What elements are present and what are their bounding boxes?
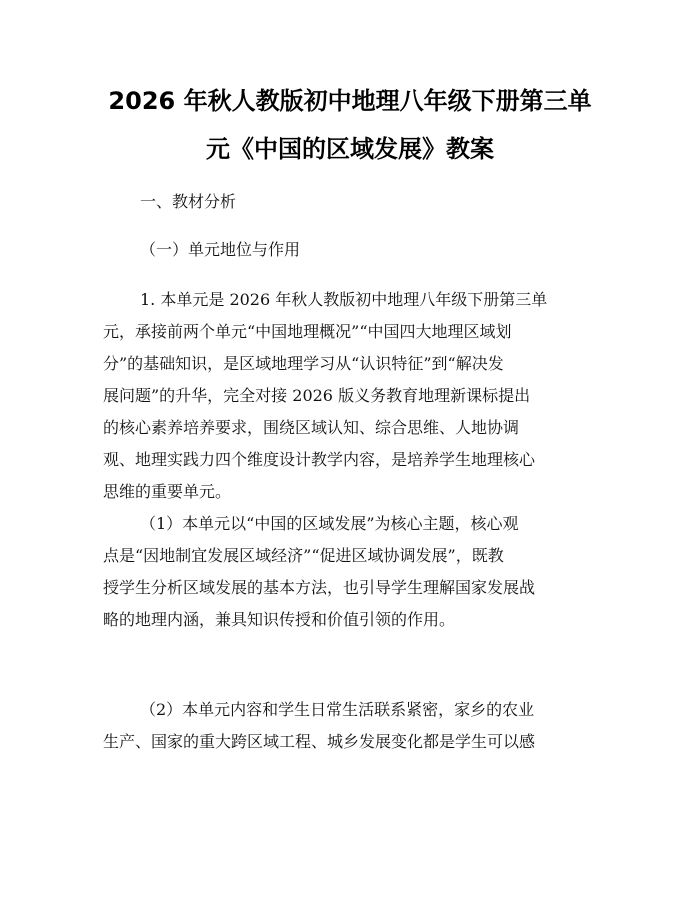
paragraph-core-theme: [103, 508, 601, 636]
subsection-heading: （一）单元地位与作用: [140, 240, 301, 259]
section-heading: 一、教材分析: [140, 192, 237, 211]
document-title-line-1: 2026 年秋人教版初中地理八年级下册第三单: [108, 87, 592, 115]
paragraph-line: 授学生分析区域发展的基本方法，也引导学生理解国家发展战: [103, 578, 536, 597]
paragraph-line: 略的地理内涵，兼具知识传授和价值引领的作用。: [103, 610, 456, 629]
paragraph-line: 展问题”的升华，完全对接 2026 版义务教育地理新课标提出: [103, 386, 531, 405]
paragraph-line: （1）本单元以“中国的区域发展”为核心主题，核心观: [140, 514, 519, 533]
paragraph-line: 分”的基础知识，是区域地理学习从“认识特征”到“解决发: [103, 354, 504, 373]
paragraph-line: （2）本单元内容和学生日常生活联系紧密，家乡的农业: [140, 700, 535, 719]
paragraph-line: 观、地理实践力四个维度设计教学内容，是培养学生地理核心: [103, 450, 536, 469]
paragraph-line: 生产、国家的重大跨区域工程、城乡发展变化都是学生可以感: [103, 732, 536, 751]
paragraph-line: 思维的重要单元。: [103, 482, 232, 501]
paragraph-line: 点是“因地制宜发展区域经济”“促进区域协调发展”，既教: [103, 546, 504, 565]
paragraph-line: 的核心素养培养要求，围绕区域认知、综合思维、人地协调: [103, 418, 520, 437]
paragraph-life-connection: [103, 694, 601, 758]
paragraph-unit-position: [103, 284, 601, 508]
document-title-line-2: 元《中国的区域发展》教案: [206, 135, 494, 163]
paragraph-line: 元，承接前两个单元“中国地理概况”“中国四大地理区域划: [103, 322, 512, 341]
paragraph-line: 1. 本单元是 2026 年秋人教版初中地理八年级下册第三单: [140, 290, 548, 309]
